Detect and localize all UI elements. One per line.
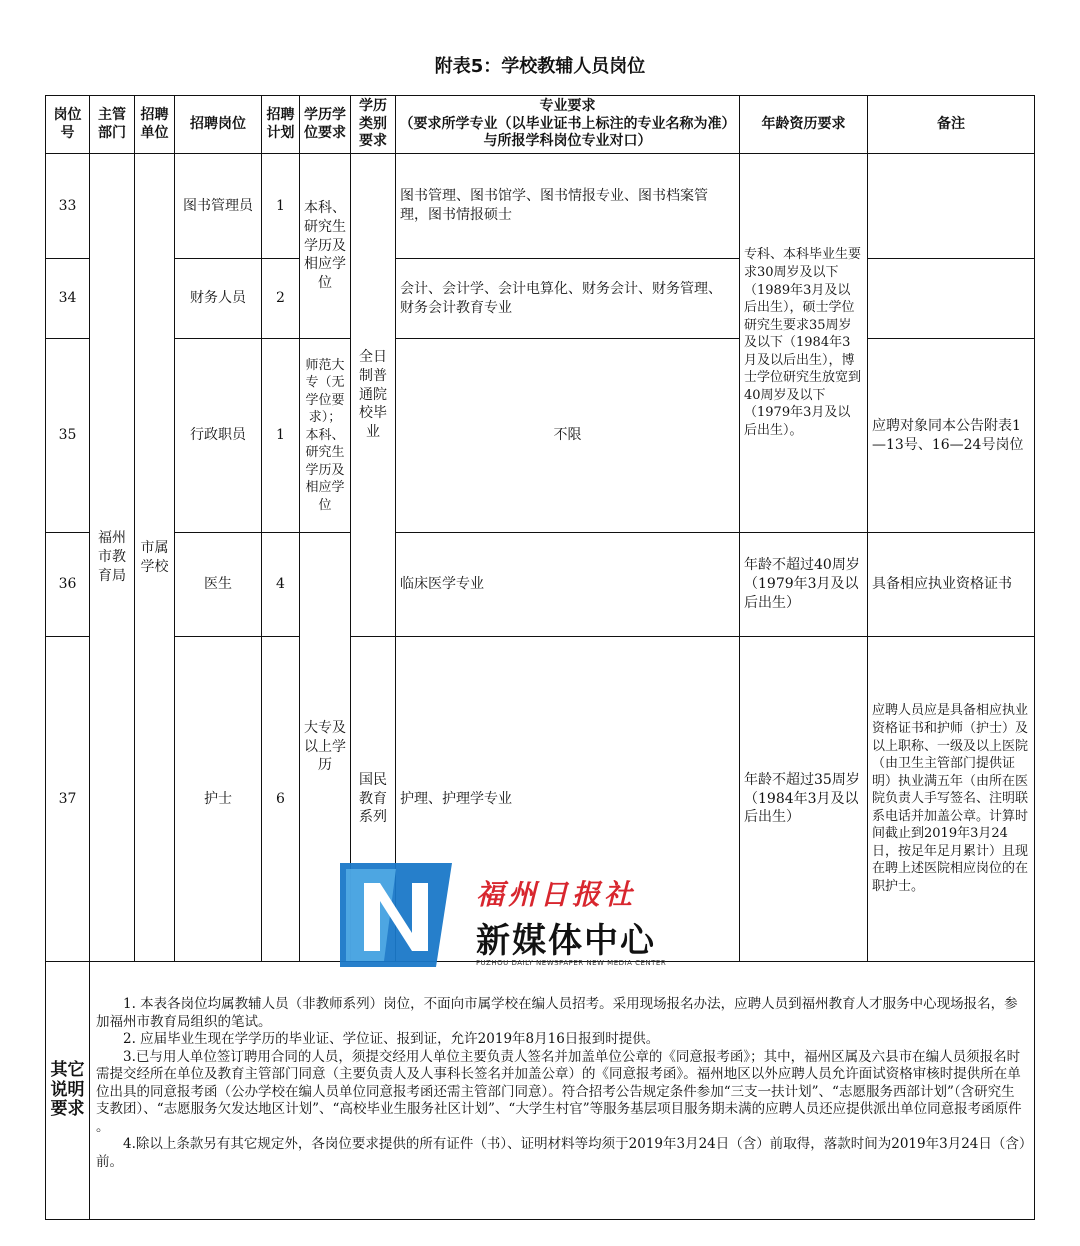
header-post-no: 岗位号 (46, 96, 90, 154)
post-number: 35 (46, 339, 90, 533)
age-requirement: 年龄不超过40周岁（1979年3月及以后出生） (740, 533, 868, 637)
major-requirement: 护理、护理学专业 (396, 637, 740, 962)
header-row (46, 96, 1035, 154)
major-requirement: 会计、会计学、会计电算化、财务会计、财务管理、财务会计教育专业 (396, 259, 740, 339)
post-name: 图书管理员 (175, 154, 262, 259)
remark-cell: 应聘人员应是具备相应执业资格证书和护师（护士）及以上职称、一级及以上医院（由卫生主管部门提供证明）执业满五年（由所在医院负责人手写签名、注明联系电话并加盖公章。计算时间截止到2019年3月24日，按足年足月累计）且现在聘上述医院相应岗位的在职护士。 (868, 637, 1035, 962)
notes-row (46, 962, 1035, 1220)
page-title: 附表5：学校教辅人员岗位 (434, 56, 646, 77)
post-name: 护士 (175, 637, 262, 962)
plan-count: 1 (262, 154, 300, 259)
plan-count: 2 (262, 259, 300, 339)
note-item: 4.除以上条款另有其它规定外，各岗位要求提供的所有证件（书）、证明材料等均须于2019年3月24日（含）前取得，落款时间为2019年3月24日（含）前。 (96, 1136, 1026, 1170)
note-item: 1. 本表各岗位均属教辅人员（非教师系列）岗位，不面向市属学校在编人员招考。采用现场报名办法，应聘人员到福州教育人才服务中心现场报名，参加福州市教育局组织的笔试。 (96, 996, 1018, 1030)
plan-count: 6 (262, 637, 300, 962)
post-number: 36 (46, 533, 90, 637)
remark-cell (868, 154, 1035, 259)
header-post: 招聘岗位 (175, 96, 262, 154)
notes-heading: 其它说明要求 (46, 962, 90, 1220)
header-dept: 主管部门 (90, 96, 135, 154)
watermark-brand: 福州日报社 (476, 878, 637, 911)
plan-count: 1 (262, 339, 300, 533)
header-major: 专业要求 （要求所学专业（以毕业证书上标注的专业名称为准）与所报学科岗位专业对口） (396, 96, 740, 154)
age-requirement: 年龄不超过35周岁（1984年3月及以后出生） (740, 637, 868, 962)
header-degree: 学历学位要求 (300, 96, 351, 154)
table-row (46, 259, 1035, 339)
watermark-sub: FUZHOU DAILY NEWSPAPER NEW MEDIA CENTER (476, 959, 667, 967)
degree-requirement: 本科、研究生学历及相应学位 (300, 154, 351, 339)
dept-cell: 福州市教育局 (90, 154, 135, 962)
note-item: 3.已与用人单位签订聘用合同的人员，须提交经用人单位主要负责人签名并加盖单位公章的《同意报考函》；其中，福州区属及六县市在编人员须报名时需提交经所在单位及教育主管部门同意（主要负责人及人事科长签名并加盖公章）的《同意报考函》。福州地区以外应聘人员允许面试资格审核时提供所在单位出具的同意报考函（公办学校在编人员单位同意报考函还需主管部门同意）。符合招考公告规定条件参加“三支一扶计划”、“志愿服务西部计划”（含研究生支教团）、“志愿服务欠发达地区计划”、“高校毕业生服务社区计划”、“大学生村官”等服务基层项目服务期未满的应聘人员还应提供派出单位同意报考函原件 。 (96, 1048, 1022, 1135)
header-age: 年龄资历要求 (740, 96, 868, 154)
unit-cell: 市属学校 (135, 154, 175, 962)
remark-cell: 应聘对象同本公告附表1—13号、16—24号岗位 (868, 339, 1035, 533)
watermark-main: 新媒体中心 (476, 921, 656, 961)
header-unit: 招聘单位 (135, 96, 175, 154)
post-number: 33 (46, 154, 90, 259)
watermark (336, 855, 716, 975)
major-requirement: 临床医学专业 (396, 533, 740, 637)
remark-cell: 具备相应执业资格证书 (868, 533, 1035, 637)
edu-type-requirement: 国民教育系列 (351, 637, 396, 962)
notes-body (90, 962, 1035, 1220)
table-row (46, 533, 1035, 637)
major-requirement: 不限 (396, 339, 740, 533)
post-name: 财务人员 (175, 259, 262, 339)
post-number: 37 (46, 637, 90, 962)
table-row (46, 154, 1035, 259)
table-row (46, 339, 1035, 533)
major-requirement: 图书管理、图书馆学、图书情报专业、图书档案管理，图书情报硕士 (396, 154, 740, 259)
post-number: 34 (46, 259, 90, 339)
remark-cell (868, 259, 1035, 339)
recruitment-table (45, 95, 1035, 1220)
header-plan: 招聘计划 (262, 96, 300, 154)
degree-requirement: 大专及以上学历 (300, 533, 351, 962)
post-name: 行政职员 (175, 339, 262, 533)
header-edu-type: 学历类别要求 (351, 96, 396, 154)
degree-requirement: 师范大专（无学位要求）；本科、研究生学历及相应学位 (300, 339, 351, 533)
post-name: 医生 (175, 533, 262, 637)
note-item: 2. 应届毕业生现在学学历的毕业证、学位证、报到证，允许2019年8月16日报到时提供。 (123, 1031, 660, 1048)
edu-type-requirement: 全日制普通院校毕业 (351, 154, 396, 637)
news-logo-icon (336, 855, 456, 975)
plan-count: 4 (262, 533, 300, 637)
header-remark: 备注 (868, 96, 1035, 154)
age-requirement: 专科、本科毕业生要求30周岁及以下（1989年3月及以后出生），硕士学位研究生要求35周岁及以下（1984年3月及以后出生），博士学位研究生放宽到40周岁及以下（1979年3月及以后出生）。 (740, 154, 868, 533)
